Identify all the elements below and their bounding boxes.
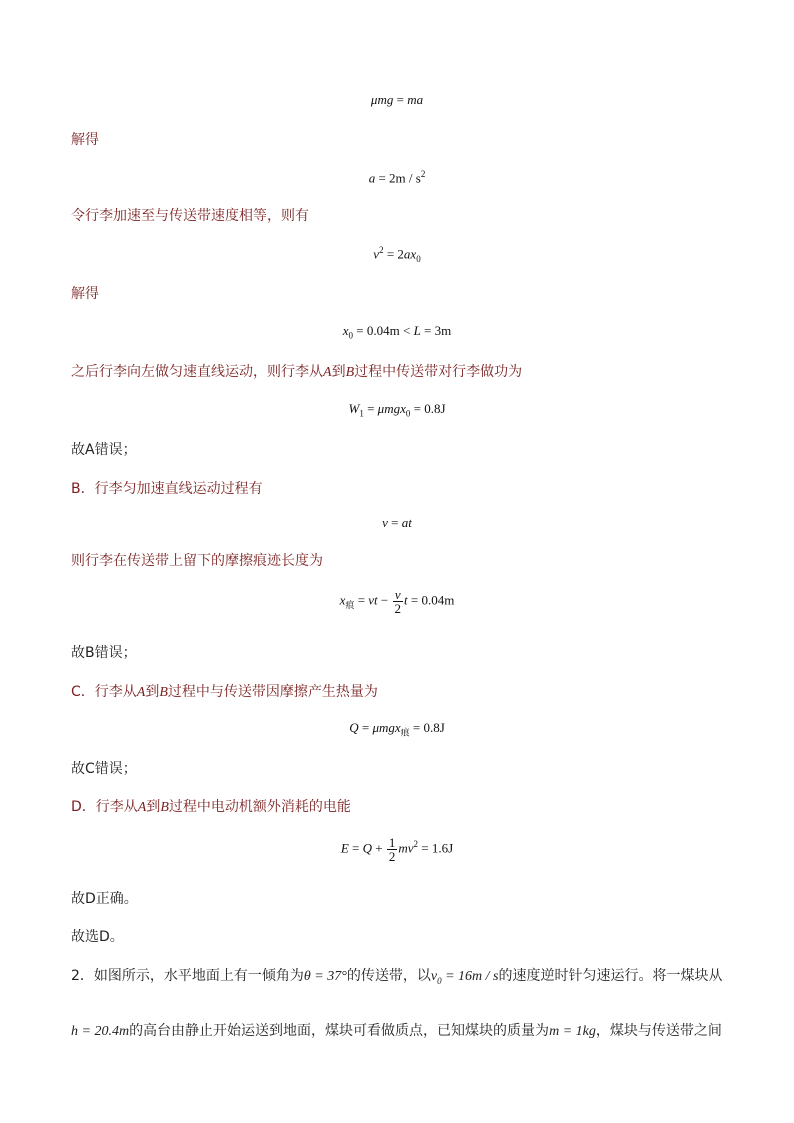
text-a-wrong: 故A错误； (71, 442, 137, 458)
equation-acceleration: $a = 2m / s^2$ (368, 169, 426, 186)
text-work-intro: 之后行李向左做匀速直线运动，则行李从A到B过程中传送带对行李做功为 (71, 364, 523, 380)
text-d-correct: 故D正确。 (71, 891, 138, 907)
equation-friction-newton: μmg = ma (370, 92, 424, 107)
problem-2-line-2: h = 20.4m的高台由静止开始运送到地面，煤块可看做质点，已知煤块的质量为m = 1kg，煤块与传送带之间 (71, 1023, 722, 1039)
equation-work: $W_1 = \mu mgx_0 = 0.8J$ (348, 401, 446, 419)
text-b-wrong: 故B错误； (71, 645, 137, 661)
equation-heat: Q = μmgx$_痕$ = 0.8J (349, 720, 445, 738)
equation-energy: E = Q + $\frac{1}{2}$ $mv^2 = 1.6J$ (340, 835, 454, 864)
text-option-c: C．行李从A到B过程中与传送带因摩擦产生热量为 (71, 684, 378, 700)
equation-velocity: v = at (382, 515, 412, 530)
text-option-b: B．行李匀加速直线运动过程有 (71, 481, 263, 497)
text-c-wrong: 故C错误； (71, 761, 137, 777)
text-speed-equal: 令行李加速至与传送带速度相等，则有 (71, 208, 309, 224)
problem-2-line-1: 2．如图所示，水平地面上有一倾角为θ = 37°的传送带，以$v_0 = 16m / s$的速度逆时针匀速运行。将一煤块从 (71, 968, 723, 986)
text-jiede-1: 解得 (71, 132, 99, 148)
equation-distance: $x_0 = 0.04m < L = 3m$ (342, 323, 452, 341)
text-choose-d: 故选D。 (71, 929, 124, 945)
text-option-d: D．行李从A到B过程中电动机额外消耗的电能 (71, 799, 351, 815)
equation-trace: $x_痕$ = vt − $\frac{v}{2}$ t = 0.04m (339, 587, 455, 616)
text-jiede-2: 解得 (71, 286, 99, 302)
text-trace-length: 则行李在传送带上留下的摩擦痕迹长度为 (71, 553, 323, 569)
equation-kinematics: $v^2 = 2ax_0$ (373, 245, 421, 264)
